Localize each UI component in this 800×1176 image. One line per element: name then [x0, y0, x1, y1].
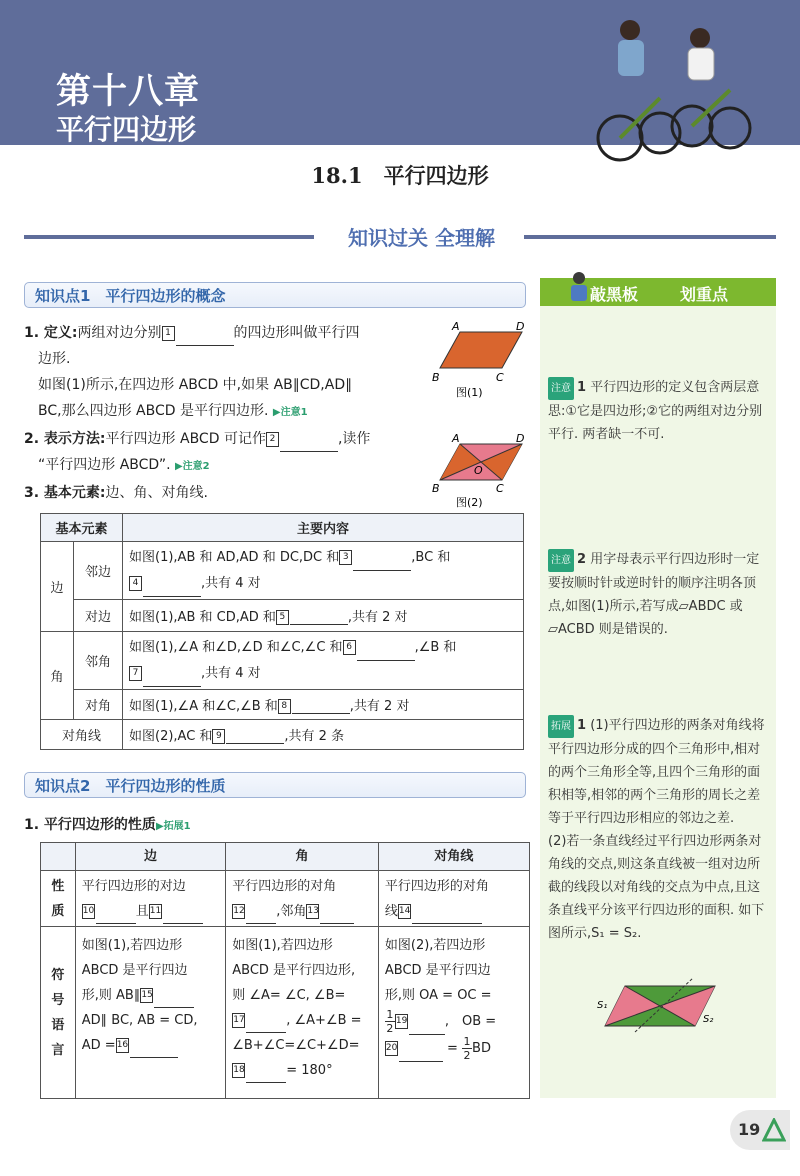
fraction-numerator: 1	[463, 1035, 471, 1048]
cell-text: ∠B+∠C=∠C+∠D=	[232, 1038, 360, 1053]
cell-text: 平行四边形的对角	[232, 878, 337, 894]
def-text: 如图(1)所示,在四边形 ABCD 中,如果 AB∥CD,AD∥	[38, 377, 353, 393]
cell-text: AD∥ BC, AB = CD,	[81, 1013, 198, 1028]
answer-box-16[interactable]: 16	[116, 1038, 129, 1053]
fraction	[462, 1035, 472, 1062]
blank-9[interactable]	[226, 729, 284, 744]
blank-13[interactable]	[320, 909, 354, 924]
section-title: 18.1 平行四边形	[311, 163, 489, 188]
blank-16[interactable]	[130, 1043, 178, 1058]
note-number: 1	[577, 718, 587, 733]
page-number-tab	[730, 1110, 790, 1150]
elem-label: 3. 基本元素:	[24, 485, 106, 501]
cell-text: ,共有 2 对	[349, 699, 410, 714]
repr-text: “平行四边形 ABCD”.	[38, 457, 171, 473]
blank-19[interactable]	[409, 1020, 445, 1035]
answer-box-5[interactable]: 5	[276, 610, 289, 625]
note-number: 2	[577, 552, 587, 567]
note-text: 用字母表示平行四边形时一定要按顺时针或逆时针的顺序注明各顶点,如图(1)所示,若写成▱ABDC 或▱ACBD 则是错误的.	[548, 552, 760, 637]
tag-text: 拓展	[551, 721, 571, 732]
section-banner	[24, 220, 776, 254]
vertex-label: D	[516, 432, 525, 445]
cell-text: 平行四边形的对角	[384, 878, 489, 894]
blank-7[interactable]	[143, 672, 201, 687]
row-label	[41, 927, 76, 1099]
table-header: 角	[226, 843, 379, 871]
page-number: 19	[738, 1120, 761, 1139]
blank-15[interactable]	[154, 993, 194, 1008]
prop-label: 1. 平行四边形的性质	[24, 817, 156, 833]
fraction	[385, 1008, 395, 1035]
blank-6[interactable]	[357, 646, 415, 661]
sidebar-subtitle: 划重点	[680, 285, 729, 304]
table-header: 基本元素	[41, 514, 123, 542]
table-cell	[75, 871, 225, 927]
cell-text: ,BC 和	[411, 549, 451, 565]
note-text: (1)平行四边形的两条对角线将平行四边形分成的四个三角形中,相对的两个三角形全等,且四个三角形的面积相等,相邻的两个三角形的周长之差等于平行四边形相应的邻边之差.	[548, 718, 765, 826]
cell-text: 如图(1),∠A 和∠C,∠B 和	[129, 699, 278, 714]
table-cell	[123, 690, 524, 720]
answer-box-2[interactable]: 2	[266, 432, 279, 447]
row-group-label: 角	[41, 632, 74, 720]
answer-box-14[interactable]: 14	[398, 904, 411, 919]
cell-text: 如图(1),AB 和 CD,AD 和	[129, 610, 276, 625]
table-cell	[123, 720, 524, 750]
row-label: 性质	[41, 871, 76, 927]
cell-text: 如图(1),若四边形	[232, 938, 333, 953]
blank-11[interactable]	[163, 909, 203, 924]
extension-link[interactable]: ▶拓展1	[155, 821, 191, 832]
figure-caption: 图(2)	[456, 496, 483, 509]
area-figure	[595, 978, 725, 1038]
fraction-numerator: 1	[386, 1008, 394, 1021]
blank-1[interactable]	[176, 331, 234, 346]
cell-text: ABCD 是平行四边	[384, 963, 491, 978]
vertex-label: A	[452, 432, 460, 445]
corner-cell	[41, 843, 76, 871]
def-text: 两组对边分别	[77, 325, 162, 341]
teacher-icon	[565, 270, 593, 304]
table-header: 主要内容	[123, 514, 524, 542]
answer-box-20[interactable]: 20	[385, 1041, 398, 1056]
note-text: (2)若一条直线经过平行四边形两条对角线的交点,则这条直线被一组对边所截的线段以对角线的交点为中点,且这条直线平分该平行四边形的面积. 如下图所示,S₁ = S₂.	[548, 834, 765, 941]
row-label-part: 语言	[51, 1017, 65, 1058]
def-text: 的四边形叫做平行四	[233, 325, 360, 341]
blank-14[interactable]	[412, 909, 482, 924]
blank-2[interactable]	[280, 437, 338, 452]
vertex-label: O	[474, 464, 483, 477]
def-text: BC,那么四边形 ABCD 是平行四边形.	[38, 403, 269, 419]
cell-text: 如图(2),AC 和	[129, 729, 213, 744]
property-heading	[24, 812, 191, 840]
note-link[interactable]: ▶注意1	[272, 407, 308, 418]
cell-text: 平行四边形的对边	[81, 878, 186, 894]
definition-block	[24, 320, 429, 506]
vertex-label: C	[496, 371, 504, 384]
cell-text: 线	[384, 903, 398, 919]
blank-4[interactable]	[143, 582, 201, 597]
answer-box-19[interactable]: 19	[395, 1014, 408, 1029]
cell-text: 形,则 OA = OC =	[384, 988, 492, 1003]
note-tag	[548, 549, 574, 572]
table-cell	[123, 542, 524, 600]
table-header: 对角线	[378, 843, 529, 871]
banner-line-left	[24, 235, 314, 239]
cell-text: , ∠A+∠B =	[286, 1013, 362, 1028]
note-text: 平行四边形的定义包含两层意思:①它是四边形;②它的两组对边分别平行. 两者缺一不可.	[548, 380, 763, 442]
cell-text: 如图(1),若四边形	[81, 938, 183, 953]
row-label: 对角	[74, 690, 123, 720]
cell-text: 如图(1),∠A 和∠D,∠D 和∠C,∠C 和	[129, 639, 343, 655]
answer-box-6[interactable]: 6	[343, 640, 356, 655]
fraction-denominator: 2	[463, 1049, 471, 1062]
kp2-label: 知识点2 平行四边形的性质	[35, 777, 226, 795]
blank-8[interactable]	[292, 699, 350, 714]
chapter-number: 第十八章	[56, 72, 201, 112]
def-text: 边形.	[38, 351, 71, 367]
kp1-label: 知识点1 平行四边形的概念	[35, 287, 226, 305]
knowledge-point-2	[24, 772, 526, 798]
answer-box-18[interactable]: 18	[232, 1063, 245, 1078]
vertex-label: A	[452, 320, 460, 333]
answer-box-10[interactable]: 10	[82, 904, 95, 919]
vertex-label: B	[432, 482, 440, 495]
answer-box-9[interactable]: 9	[212, 729, 225, 744]
table-cell	[226, 927, 379, 1099]
table-cell	[75, 927, 225, 1099]
answer-box-15[interactable]: 15	[140, 988, 153, 1003]
pencil-logo-icon	[762, 1118, 786, 1142]
blank-3[interactable]	[353, 556, 411, 571]
answer-box-13[interactable]: 13	[306, 904, 319, 919]
blank-18[interactable]	[246, 1068, 286, 1083]
answer-box-1[interactable]: 1	[162, 326, 175, 341]
cell-text: 则 ∠A= ∠C, ∠B=	[232, 988, 346, 1003]
cell-text: 如图(1),AB 和 AD,AD 和 DC,DC 和	[129, 549, 340, 565]
blank-5[interactable]	[290, 610, 348, 625]
note-number: 1	[577, 380, 587, 395]
elements-table	[40, 513, 524, 750]
cell-text: ,邻角	[276, 903, 307, 919]
blank-20[interactable]	[399, 1047, 443, 1062]
table-cell	[123, 600, 524, 632]
banner-line-right	[524, 235, 776, 239]
note-2	[548, 548, 770, 641]
cell-text: BD	[472, 1041, 491, 1056]
fraction-denominator: 2	[386, 1022, 394, 1035]
tag-text: 注意	[551, 383, 571, 394]
knowledge-point-1	[24, 282, 526, 308]
cell-text: 如图(2),若四边形	[384, 938, 486, 953]
answer-box-3[interactable]: 3	[339, 550, 352, 565]
answer-box-17[interactable]: 17	[232, 1013, 245, 1028]
answer-box-7[interactable]: 7	[129, 666, 142, 681]
figure-1	[432, 318, 532, 400]
vertex-label: C	[496, 482, 504, 495]
note-tag	[548, 715, 574, 738]
cell-text: AD =	[81, 1038, 116, 1053]
row-label: 邻角	[74, 632, 123, 690]
blank-12[interactable]	[246, 909, 276, 924]
cell-text: ABCD 是平行四边形,	[232, 963, 356, 978]
figure-caption: 图(1)	[456, 386, 483, 399]
table-cell	[226, 871, 379, 927]
table-cell: 如图(2),若四边形 ABCD 是平行四边 形,则 OA = OC = $\frac{1}{2}19$ , OB = $20 = \frac{1}{2}BD$	[378, 927, 529, 1099]
row-label: 对角线	[41, 720, 123, 750]
area-label: S₂	[703, 1014, 714, 1025]
note-tag	[548, 377, 574, 400]
cell-text: ,共有 4 对	[201, 665, 261, 681]
answer-box-8[interactable]: 8	[278, 699, 291, 714]
cell-text: = 180°	[286, 1063, 333, 1078]
answer-box-4[interactable]: 4	[129, 576, 142, 591]
vertex-label: D	[516, 320, 525, 333]
tag-text: 注意	[551, 555, 571, 566]
table-cell	[378, 871, 529, 927]
sidebar-title: 敲黑板	[590, 285, 639, 304]
blank-17[interactable]	[246, 1018, 286, 1033]
repr-text: ,读作	[337, 431, 371, 447]
answer-box-12[interactable]: 12	[232, 904, 245, 919]
row-label: 邻边	[74, 542, 123, 600]
figure-2	[432, 430, 532, 510]
repr-text: 平行四边形 ABCD 可记作	[105, 431, 266, 447]
note-1	[548, 376, 770, 446]
cell-text: ,∠B 和	[414, 639, 457, 655]
table-cell	[123, 632, 524, 690]
def-label: 1. 定义:	[24, 325, 78, 341]
row-label: 对边	[74, 600, 123, 632]
answer-box-11[interactable]: 11	[149, 904, 162, 919]
cell-text: ,共有 2 条	[284, 729, 345, 744]
table-header: 边	[75, 843, 225, 871]
cyclists-illustration	[580, 8, 780, 168]
cell-text: ,共有 4 对	[201, 575, 261, 591]
cell-text: 形,则 AB∥	[81, 988, 141, 1003]
row-group-label: 边	[41, 542, 74, 632]
cell-text: ABCD 是平行四边	[81, 963, 188, 978]
row-label-part: 符号	[51, 967, 65, 1008]
extension-1	[548, 714, 770, 945]
cell-text: ,共有 2 对	[347, 610, 408, 625]
properties-table	[40, 842, 530, 1099]
chapter-title: 平行四边形	[56, 113, 197, 146]
elem-text: 边、角、对角线.	[105, 485, 208, 501]
area-label: S₁	[597, 1000, 608, 1011]
vertex-label: B	[432, 371, 440, 384]
note-link[interactable]: ▶注意2	[174, 461, 210, 472]
banner-text: 知识过关 全理解	[324, 222, 519, 251]
cell-text: 且	[135, 903, 149, 919]
repr-label: 2. 表示方法:	[24, 431, 106, 447]
cell-text: , OB =	[444, 1014, 497, 1029]
blank-10[interactable]	[96, 909, 136, 924]
